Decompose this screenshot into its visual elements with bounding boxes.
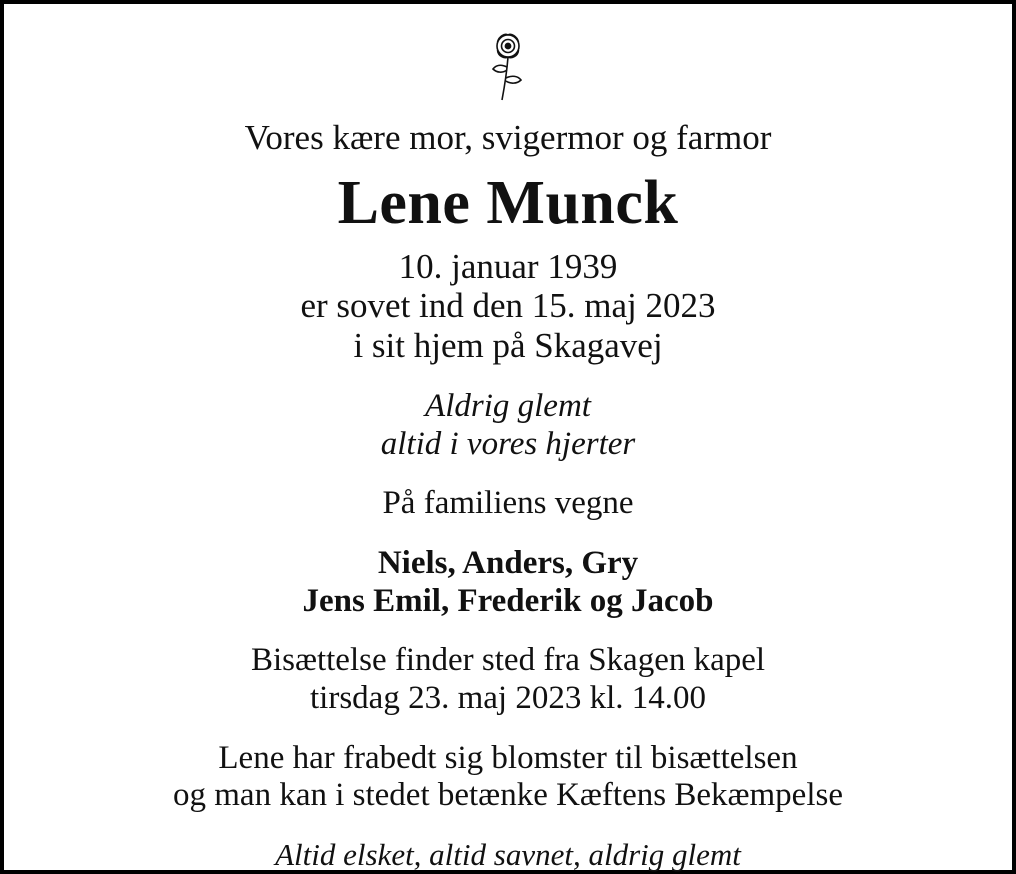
survivors-line-2: Jens Emil, Frederik og Jacob [302, 582, 714, 619]
ceremony-line-1: Bisættelse finder sted fra Skagen kapel [250, 642, 766, 679]
survivors-line-1: Niels, Anders, Gry [377, 545, 639, 582]
flowers-line-2: og man kan i stedet betænke Kæftens Bekæmpelse [173, 777, 843, 814]
closing-line: Altid elsket, altid savnet, aldrig glemt [275, 836, 741, 872]
on-behalf-line: På familiens vegne [382, 485, 634, 522]
verse-line-2: altid i vores hjerter [380, 425, 636, 462]
death-line: er sovet ind den 15. maj 2023 [300, 286, 716, 326]
rose-icon [481, 30, 535, 102]
deceased-name: Lene Munck [337, 168, 679, 237]
relation-line: Vores kære mor, svigermor og farmor [244, 118, 772, 157]
place-line: i sit hjem på Skagavej [353, 326, 663, 366]
ceremony-line-2: tirsdag 23. maj 2023 kl. 14.00 [310, 679, 706, 716]
birth-date: 10. januar 1939 [398, 246, 618, 286]
flowers-line-1: Lene har frabedt sig blomster til bisættelsen [218, 739, 798, 776]
verse-line-1: Aldrig glemt [425, 388, 591, 425]
